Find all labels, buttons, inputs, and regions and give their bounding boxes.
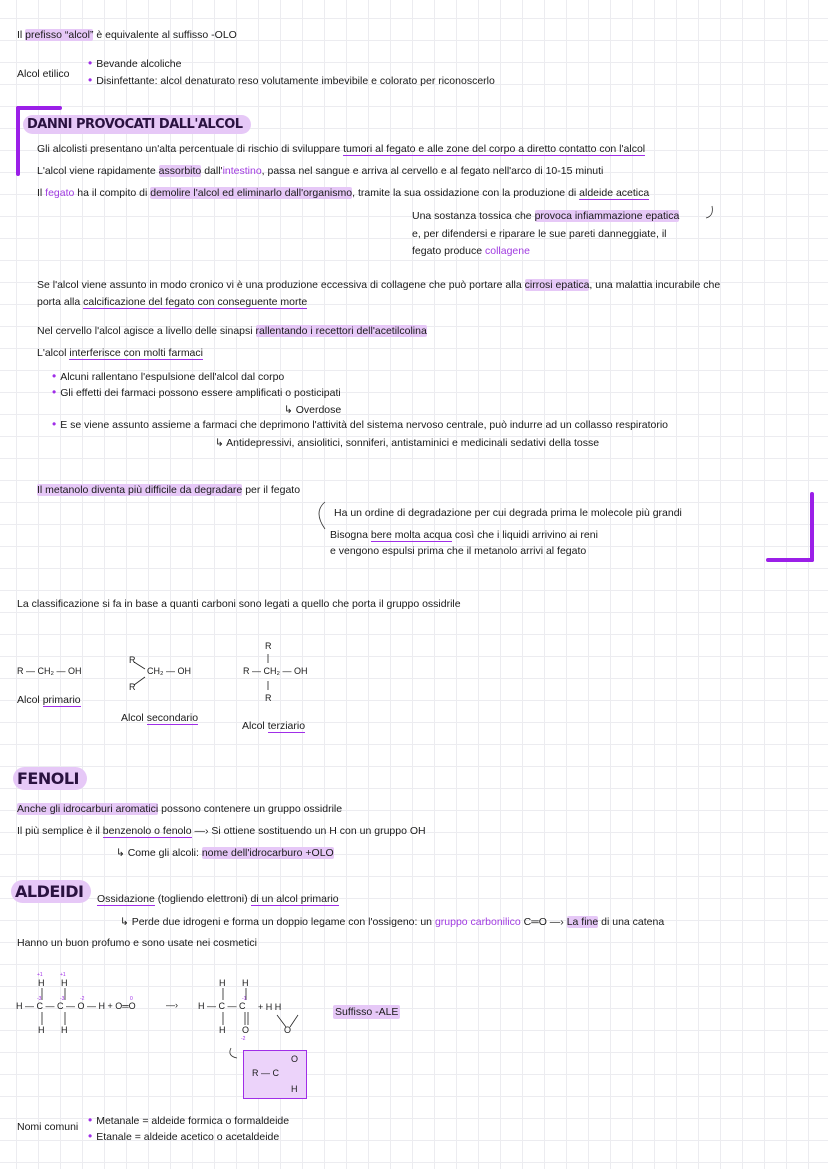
text-segment: Alcol — [17, 694, 43, 706]
atom-h: H — [219, 978, 226, 988]
text-segment: Una sostanza tossica che — [412, 210, 535, 222]
alcol-etilico-label: Alcol etilico — [17, 68, 70, 80]
overdose-text: Overdose — [295, 404, 342, 416]
atom-h: H — [291, 1084, 298, 1094]
text-segment: Il più semplice è il — [17, 825, 103, 837]
text-segment: dall' — [201, 165, 223, 177]
underlined-text: calcificazione del fegato con conseguente morte — [83, 296, 308, 308]
note-text — [128, 847, 334, 859]
oxidation-number: -1 — [242, 996, 247, 1002]
oxidation-number: -2 — [80, 996, 85, 1002]
text-segment: porta alla — [37, 296, 84, 308]
oxidation-number: -3 — [60, 996, 65, 1002]
text-segment: fegato produce — [412, 245, 485, 257]
underlined-text: primario — [42, 694, 81, 706]
text-segment: per il fegato — [242, 484, 301, 496]
curved-arrow-icon — [706, 206, 712, 218]
text-segment: Come gli alcoli: — [127, 847, 202, 859]
text-segment: L'alcol viene rapidamente — [37, 165, 159, 177]
atom-o: O — [284, 1025, 292, 1035]
note-text — [132, 916, 664, 928]
underlined-text: secondario — [146, 712, 199, 724]
section-bracket-horizontal — [766, 558, 814, 562]
atom-h: H — [38, 1025, 45, 1035]
label-secondario — [121, 711, 198, 725]
text-segment: di una catena — [598, 916, 665, 928]
text-segment: C═O —› — [520, 916, 567, 928]
text-line — [17, 802, 342, 816]
text-segment: Ha un ordine di degradazione per cui degrada prima le molecole più grandi — [334, 507, 682, 519]
oxidation-number: 0 — [130, 996, 133, 1002]
r-group: R — [129, 682, 136, 692]
text-segment: e vengono espulsi prima che il metanolo arrivi al fegato — [330, 545, 587, 557]
colored-text: intestino — [222, 165, 262, 177]
highlighted-text: Anche gli idrocarburi aromatici — [17, 803, 159, 815]
text-segment: Bisogna — [330, 529, 371, 541]
reaction-arrow: —› — [166, 1000, 178, 1010]
underlined-text: aldeide acetica — [579, 187, 650, 199]
text-segment: Perde due idrogeni e forma un doppio legame con l'ossigeno: un — [131, 916, 435, 928]
nomi-comuni-label: Nomi comuni — [17, 1121, 79, 1133]
text-segment: (togliendo elettroni) — [154, 893, 251, 905]
arrow-note — [116, 846, 334, 860]
list-item: • Bevande alcoliche — [88, 56, 181, 71]
oxidation-number: -3 — [37, 996, 42, 1002]
text-segment: Il — [17, 29, 26, 41]
curved-arrow-icon — [230, 1048, 237, 1058]
curved-arrow-icon: ↳ — [284, 404, 296, 416]
r-group: R — [265, 693, 272, 703]
text-segment: Se l'alcol viene assunto in modo cronico vi è una produzione eccessiva di collagene che può portare alla — [37, 279, 525, 291]
text-segment: , una malattia incurabile che — [589, 279, 721, 291]
formula-secondario: CH₂ — OH — [147, 666, 191, 676]
highlighted-text: prefisso “alcol” — [25, 29, 94, 41]
oxidation-number: +1 — [37, 972, 43, 978]
text-segment: è equivalente al suffisso -OLO — [93, 29, 237, 41]
group-formula: R — C — [252, 1068, 279, 1078]
oxidation-number: -2 — [241, 1036, 246, 1042]
underlined-text: bere molta acqua — [370, 529, 453, 541]
formula-primario: R — CH₂ — OH — [17, 666, 82, 676]
highlighted-text: demolire l'alcol ed eliminarlo dall'organismo — [150, 187, 353, 199]
colored-text: gruppo carbonilico — [434, 916, 521, 928]
atom-o: O — [242, 1025, 250, 1035]
curved-arrow-icon: ↳ — [215, 437, 227, 449]
text-segment: Il — [37, 187, 46, 199]
carbonyl-group-box — [243, 1050, 307, 1099]
suffix-label: Suffisso -ALE — [335, 1006, 399, 1018]
farmaci-text: Antidepressivi, ansiolitici, sonniferi, antistaminici e medicinali sedativi della tosse — [226, 437, 600, 449]
text-segment: , tramite la sua ossidazione con la produzione di — [352, 187, 580, 199]
text-line — [97, 892, 339, 906]
text-segment: —› Si ottiene sostituendo un H con un gruppo OH — [191, 825, 426, 837]
section-title-danni: DANNI PROVOCATI DALL'ALCOL — [23, 115, 251, 134]
colored-text: collagene — [484, 245, 530, 257]
text-segment: così che i liquidi arrivino ai reni — [452, 529, 598, 541]
underlined-text: terziario — [267, 720, 306, 732]
underlined-text: benzenolo o fenolo — [102, 825, 192, 837]
label-terziario — [242, 719, 305, 733]
curved-arrow-icon: ↳ — [120, 916, 132, 928]
atom-h: H — [219, 1025, 226, 1035]
text-line — [17, 824, 426, 838]
highlighted-text: assorbito — [158, 165, 202, 177]
text-line: Hanno un buon profumo e sono usate nei cosmetici — [17, 937, 257, 949]
brace-arrow-icon — [319, 502, 325, 529]
text-segment: Alcol — [121, 712, 147, 724]
text-line: La classificazione si fa in base a quanti carboni sono legati a quello che porta il gruppo ossidrile — [17, 598, 461, 610]
text-segment: Gli alcolisti presentano un'alta percentuale di rischio di sviluppare — [37, 143, 344, 155]
list-item: • E se viene assunto assieme a farmaci che deprimono l'attività del sistema nervoso centrale, può indurre ad un collasso respiratorio — [52, 417, 668, 432]
atom-h: H — [61, 978, 68, 988]
text-segment: Nel cervello l'alcol agisce a livello delle sinapsi — [37, 325, 256, 337]
product-formula: H — C — C — [198, 1001, 246, 1011]
text-segment: possono contenere un gruppo ossidrile — [158, 803, 343, 815]
section-title-fenoli: FENOLI — [13, 767, 87, 790]
highlighted-text: nome dell'idrocarburo +OLO — [201, 847, 334, 859]
highlighted-text: cirrosi epatica — [524, 279, 590, 291]
section-bracket-vertical — [810, 492, 814, 562]
list-item: • Alcuni rallentano l'espulsione dell'alcol dal corpo — [52, 369, 284, 384]
section-title-aldeidi: ALDEIDI — [11, 880, 91, 903]
atom-h: H — [38, 978, 45, 988]
underlined-text: interferisce con molti farmaci — [69, 347, 203, 359]
list-item: • Disinfettante: alcol denaturato reso volutamente imbevibile e colorato per riconoscerlo — [88, 73, 495, 88]
atom-h: H — [242, 978, 249, 988]
formula-terziario: R — CH₂ — OH — [243, 666, 308, 676]
underlined-text: Ossidazione — [97, 893, 155, 905]
r-group: R — [265, 641, 272, 651]
text-segment: , passa nel sangue e arriva al cervello e al fegato nell'arco di 10-15 minuti — [261, 165, 604, 177]
list-item: • Metanale = aldeide formica o formaldeide — [88, 1113, 289, 1128]
highlighted-text: provoca infiammazione epatica — [534, 210, 680, 222]
text-segment: ha il compito di — [74, 187, 151, 199]
list-item: • Etanale = aldeide acetico o acetaldeide — [88, 1129, 279, 1144]
underlined-text: di un alcol primario — [250, 893, 339, 905]
underlined-text: tumori al fegato e alle zone del corpo a diretto contatto con l'alcol — [343, 143, 646, 155]
highlighted-text: rallentando i recettori dell'acetilcolina — [255, 325, 427, 337]
text-segment: Alcol — [242, 720, 268, 732]
highlighted-text: Il metanolo diventa più difficile da degradare — [37, 484, 243, 496]
atom-o: O — [291, 1054, 299, 1064]
colored-text: fegato — [45, 187, 75, 199]
water-formula: + H H — [258, 1002, 282, 1012]
atom-h: H — [61, 1025, 68, 1035]
r-group: R — [129, 655, 136, 665]
curved-arrow-icon: ↳ — [116, 847, 128, 859]
reagent-formula: H — C — C — O — H + O═O — [16, 1001, 136, 1011]
list-item: • Gli effetti dei farmaci possono essere amplificati o posticipati — [52, 385, 341, 400]
arrow-note — [120, 915, 664, 929]
highlighted-text: La fine — [566, 916, 599, 928]
text-segment: L'alcol — [37, 347, 70, 359]
oxidation-number: +1 — [60, 972, 66, 978]
text-segment: e, per difendersi e riparare le sue pareti danneggiate, il — [412, 228, 667, 240]
label-primario — [17, 693, 81, 707]
